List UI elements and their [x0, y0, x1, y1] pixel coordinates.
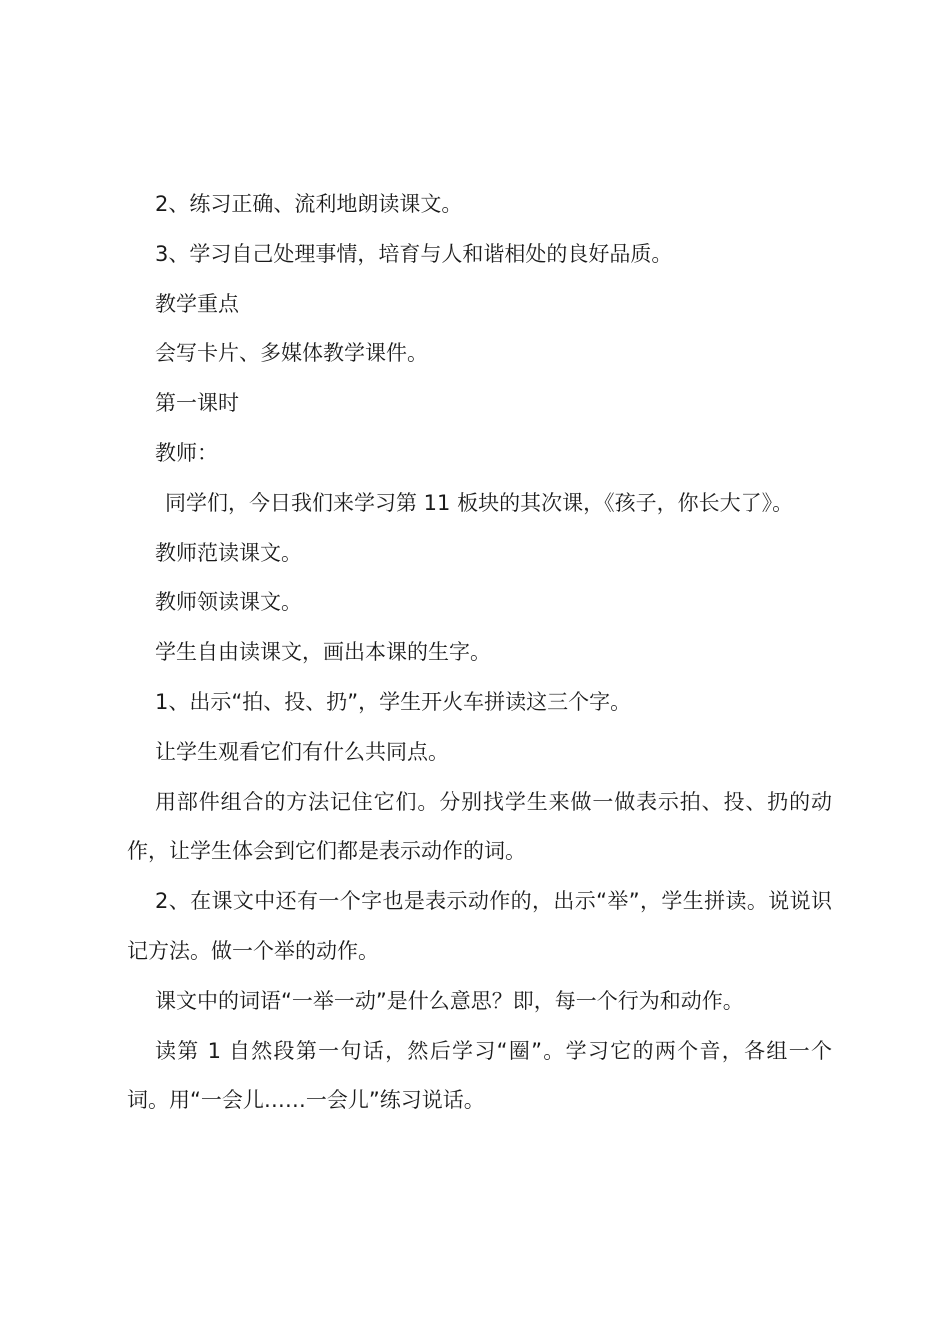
teacher-label: 教师： [155, 440, 218, 465]
step-1-show-characters: 1、出示“拍、投、扔”，学生开火车拼读这三个字。 [155, 689, 632, 714]
teaching-materials: 会写卡片、多媒体教学课件。 [155, 341, 428, 366]
teacher-model-reading: 教师范读课文。 [155, 540, 302, 565]
section-heading-teaching-focus: 教学重点 [155, 291, 239, 316]
teacher-intro: 同学们，今日我们来学习第 11 板块的其次课，《孩子，你长大了》。 [165, 490, 794, 515]
section-heading-first-lesson: 第一课时 [155, 391, 239, 416]
teacher-lead-reading: 教师领读课文。 [155, 590, 302, 615]
objective-3: 3、学习自己处理事情，培育与人和谐相处的良好品质。 [155, 241, 673, 266]
phrase-meaning: 课文中的词语“一举一动”是什么意思？即，每一个行为和动作。 [155, 988, 744, 1013]
student-free-reading: 学生自由读课文，画出本课的生字。 [155, 640, 491, 665]
document-page [127, 180, 832, 1126]
observe-common-points: 让学生观看它们有什么共同点。 [155, 739, 449, 764]
step-2-character-ju: 2、在课文中还有一个字也是表示动作的，出示“举”，学生拼读。说说识记方法。做一个举的动作。 [127, 889, 832, 963]
objective-2: 2、练习正确、流利地朗读课文。 [155, 192, 463, 216]
paragraph-1-reading: 读第 1 自然段第一句话，然后学习“圈”。学习它的两个音，各组一个词。用“一会儿……一会儿”练习说话。 [127, 1038, 832, 1113]
component-method: 用部件组合的方法记住它们。分别找学生来做一做表示拍、投、扔的动作，让学生体会到它们都是表示动作的词。 [127, 789, 832, 864]
